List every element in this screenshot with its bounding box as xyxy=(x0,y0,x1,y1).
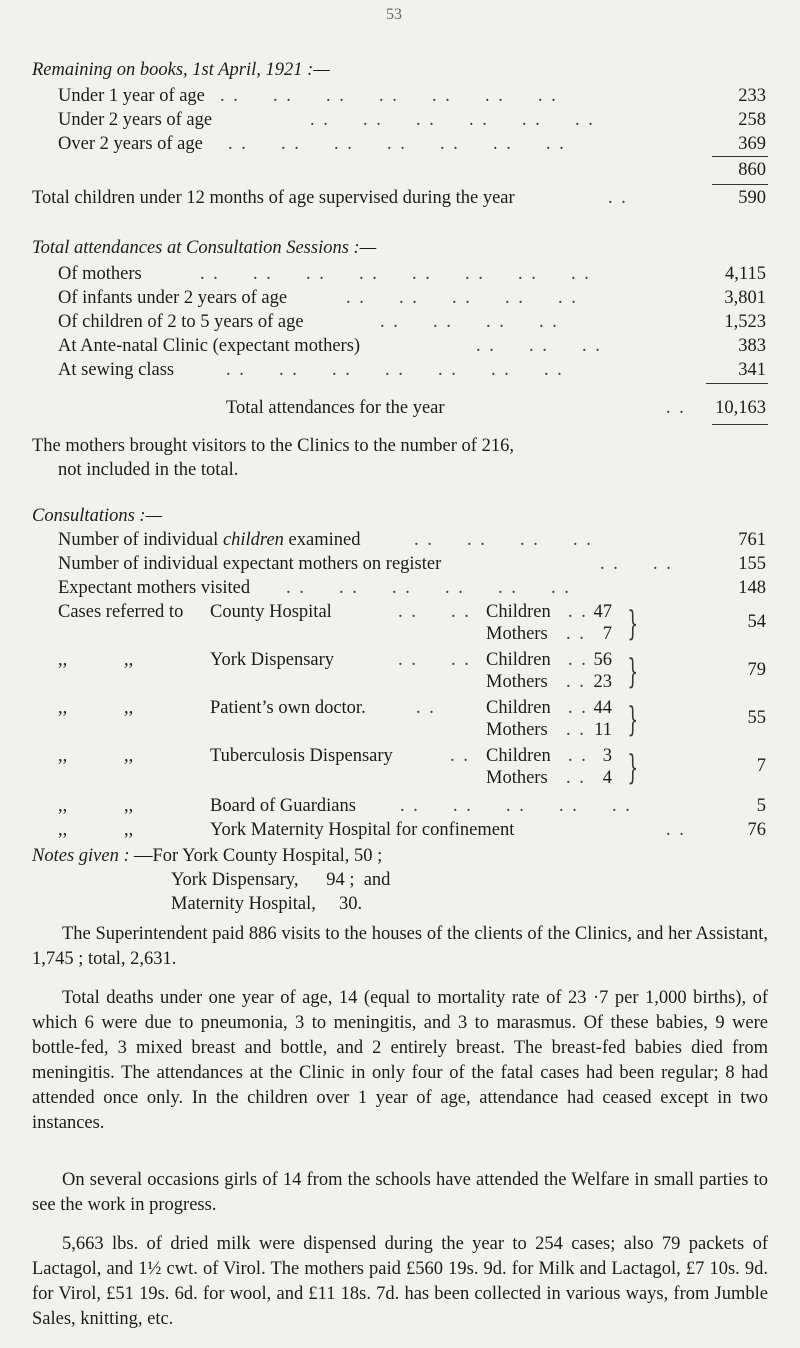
children-label: Children xyxy=(486,698,551,718)
paragraph-text: Total deaths under one year of age, 14 (equal to mortality rate of 23 ·7 per 1,000 births), of which 6 were due to pneumonia, 3 to meningitis, and 3 to marasmus. Of these babies, 9 were bottle-fed, 3 mixed breast and bottle, and 2 entirely breast. The breast-fed babies died from meningitis. The attendances at the Clinic in only four of the fatal cases had been regular; 8 had attended once only. In the children over 1 year of age, attendance had ceased except in two instances. xyxy=(32,988,768,1133)
consultation-row-label-c: examined xyxy=(283,530,361,550)
ditto-mark: ,, xyxy=(124,796,134,816)
leader-dots: . . . . xyxy=(600,554,673,574)
leader-dots: . . . . . . . . . . xyxy=(346,288,578,308)
ditto-mark: ,, xyxy=(58,698,68,718)
referral-place: York Dispensary xyxy=(210,650,335,670)
attendance-row-label: Of infants under 2 years of age xyxy=(58,288,288,308)
attendance-row-value: 341 xyxy=(738,360,766,380)
notes-label: Notes given : xyxy=(32,846,130,866)
remaining-row-value: 369 xyxy=(738,134,766,154)
leader-dots: . . xyxy=(568,698,588,718)
consultations-heading: Consultations :— xyxy=(32,506,163,526)
referral-children: 47 xyxy=(593,602,612,622)
referral-mothers: 11 xyxy=(594,720,612,740)
referral-total: 54 xyxy=(747,612,766,632)
referral-mothers: 23 xyxy=(593,672,612,692)
paragraph xyxy=(32,922,768,972)
leader-dots: . . . . . . . . xyxy=(414,530,593,550)
attendance-row-label: At Ante-natal Clinic (expectant mothers) xyxy=(58,336,361,356)
guardians-place: Board of Guardians xyxy=(210,796,356,816)
supervised-label: Total children under 12 months of age supervised during the year xyxy=(32,188,515,208)
paragraph-text: On several occasions girls of 14 from the schools have attended the Welfare in small parties to see the work in progress. xyxy=(32,1170,768,1215)
mothers-label: Mothers xyxy=(486,624,548,644)
consultation-row-label-b: children xyxy=(222,530,284,550)
cases-referred-label: Cases referred to xyxy=(58,602,184,622)
right-brace: } xyxy=(627,700,639,740)
ditto-mark: ,, xyxy=(58,820,68,840)
paragraph-text: 5,663 lbs. of dried milk were dispensed during the year to 254 cases; also 79 packets of Lactagol, and 1½ cwt. of Virol. The mothers paid £560 19s. 9d. for Milk and Lactagol, £7 10s. 9d. for Virol, £51 19s. 6d. for wool, and £11 18s. 7d. has been collected in various ways, from Jumble Sales, knitting, etc. xyxy=(32,1234,768,1329)
consultation-row-label: Expectant mothers visited xyxy=(58,578,251,598)
right-brace: } xyxy=(627,652,639,692)
notes-line: York Dispensary, 94 ; and xyxy=(171,870,391,890)
referral-total: 7 xyxy=(756,756,766,776)
leader-dots: . . xyxy=(568,602,588,622)
children-label: Children xyxy=(486,650,551,670)
mothers-label: Mothers xyxy=(486,720,548,740)
right-brace: } xyxy=(627,604,639,644)
referral-total: 55 xyxy=(747,708,766,728)
leader-dots: . . . . . . . . . . . . xyxy=(310,110,595,130)
leader-dots: . . xyxy=(566,768,586,788)
remaining-heading: Remaining on books, 1st April, 1921 :— xyxy=(32,60,330,80)
consultation-row-label-a: Number of individual xyxy=(58,530,223,550)
mothers-label: Mothers xyxy=(486,768,548,788)
attendance-row-value: 4,115 xyxy=(725,264,766,284)
leader-dots: . . . . xyxy=(398,650,471,670)
attendance-row-value: 3,801 xyxy=(724,288,766,308)
leader-dots: . . . . . . . . . . . . . . xyxy=(226,360,564,380)
leader-dots: . . . . . . . . . . . . . . . . xyxy=(200,264,591,284)
paragraph xyxy=(32,986,768,1136)
referral-place: County Hospital xyxy=(210,602,332,622)
sum-rule xyxy=(712,424,768,425)
referral-children: 3 xyxy=(602,746,612,766)
referral-children: 44 xyxy=(593,698,612,718)
ditto-mark: ,, xyxy=(58,796,68,816)
sum-rule xyxy=(706,383,768,384)
remaining-total: 860 xyxy=(738,160,766,180)
leader-dots: . . . . . . . . . . . . . . xyxy=(220,86,558,106)
leader-dots: . . xyxy=(450,746,470,766)
sum-rule xyxy=(712,156,768,157)
sum-rule xyxy=(712,184,768,185)
paragraph-text: The Superintendent paid 886 visits to the houses of the clients of the Clinics, and her Assistant, 1,745 ; total, 2,631. xyxy=(32,924,768,969)
visitors-note: not included in the total. xyxy=(58,460,239,480)
referral-total: 79 xyxy=(747,660,766,680)
notes-line: Maternity Hospital, 30. xyxy=(171,894,363,914)
attendances-heading: Total attendances at Consultation Sessions :— xyxy=(32,238,377,258)
consultation-row-value: 155 xyxy=(738,554,766,574)
referral-mothers: 7 xyxy=(602,624,612,644)
ditto-mark: ,, xyxy=(58,746,68,766)
leader-dots: . . xyxy=(566,624,586,644)
leader-dots: . . xyxy=(568,650,588,670)
children-label: Children xyxy=(486,746,551,766)
remaining-row-label: Over 2 years of age xyxy=(58,134,203,154)
remaining-row-value: 258 xyxy=(738,110,766,130)
leader-dots: . . . . . . . . . . . . . . xyxy=(228,134,566,154)
attendance-row-label: At sewing class xyxy=(58,360,175,380)
page-number: 53 xyxy=(386,6,402,23)
referral-children: 56 xyxy=(593,650,612,670)
paragraph xyxy=(32,1232,768,1332)
remaining-row-label: Under 1 year of age xyxy=(58,86,205,106)
leader-dots: . . xyxy=(666,398,686,418)
paragraph xyxy=(32,1168,768,1218)
guardians-value: 5 xyxy=(756,796,766,816)
leader-dots: . . . . xyxy=(398,602,471,622)
notes-line: —For York County Hospital, 50 ; xyxy=(134,846,383,866)
consultation-row-label xyxy=(58,530,360,551)
referral-mothers: 4 xyxy=(602,768,612,788)
consultation-row-value: 761 xyxy=(738,530,766,550)
maternity-place: York Maternity Hospital for confinement xyxy=(210,820,515,840)
remaining-row-value: 233 xyxy=(738,86,766,106)
consultation-row-label: Number of individual expectant mothers on register xyxy=(58,554,442,574)
children-label: Children xyxy=(486,602,551,622)
attendance-row-value: 383 xyxy=(738,336,766,356)
leader-dots: . . xyxy=(608,188,628,208)
attendance-row-label: Of mothers xyxy=(58,264,142,284)
consultation-row-value: 148 xyxy=(738,578,766,598)
mothers-label: Mothers xyxy=(486,672,548,692)
leader-dots: . . . . . . . . . . xyxy=(400,796,632,816)
attendances-total-value: 10,163 xyxy=(715,398,766,418)
ditto-mark: ,, xyxy=(124,746,134,766)
referral-place: Patient’s own doctor. xyxy=(210,698,366,718)
attendance-row-value: 1,523 xyxy=(724,312,766,332)
leader-dots: . . xyxy=(566,672,586,692)
leader-dots: . . xyxy=(566,720,586,740)
ditto-mark: ,, xyxy=(124,820,134,840)
leader-dots: . . . . . . . . xyxy=(380,312,559,332)
referral-place: Tuberculosis Dispensary xyxy=(210,746,393,766)
visitors-note: The mothers brought visitors to the Clinics to the number of 216, xyxy=(32,436,514,456)
leader-dots: . . . . . . xyxy=(476,336,602,356)
right-brace: } xyxy=(627,748,639,788)
attendances-total-label: Total attendances for the year xyxy=(226,398,445,418)
ditto-mark: ,, xyxy=(124,650,134,670)
remaining-row-label: Under 2 years of age xyxy=(58,110,213,130)
attendance-row-label: Of children of 2 to 5 years of age xyxy=(58,312,304,332)
supervised-value: 590 xyxy=(738,188,766,208)
leader-dots: . . xyxy=(568,746,588,766)
leader-dots: . . xyxy=(666,820,686,840)
ditto-mark: ,, xyxy=(58,650,68,670)
maternity-value: 76 xyxy=(747,820,766,840)
leader-dots: . . . . . . . . . . . . xyxy=(286,578,571,598)
ditto-mark: ,, xyxy=(124,698,134,718)
leader-dots: . . xyxy=(416,698,436,718)
